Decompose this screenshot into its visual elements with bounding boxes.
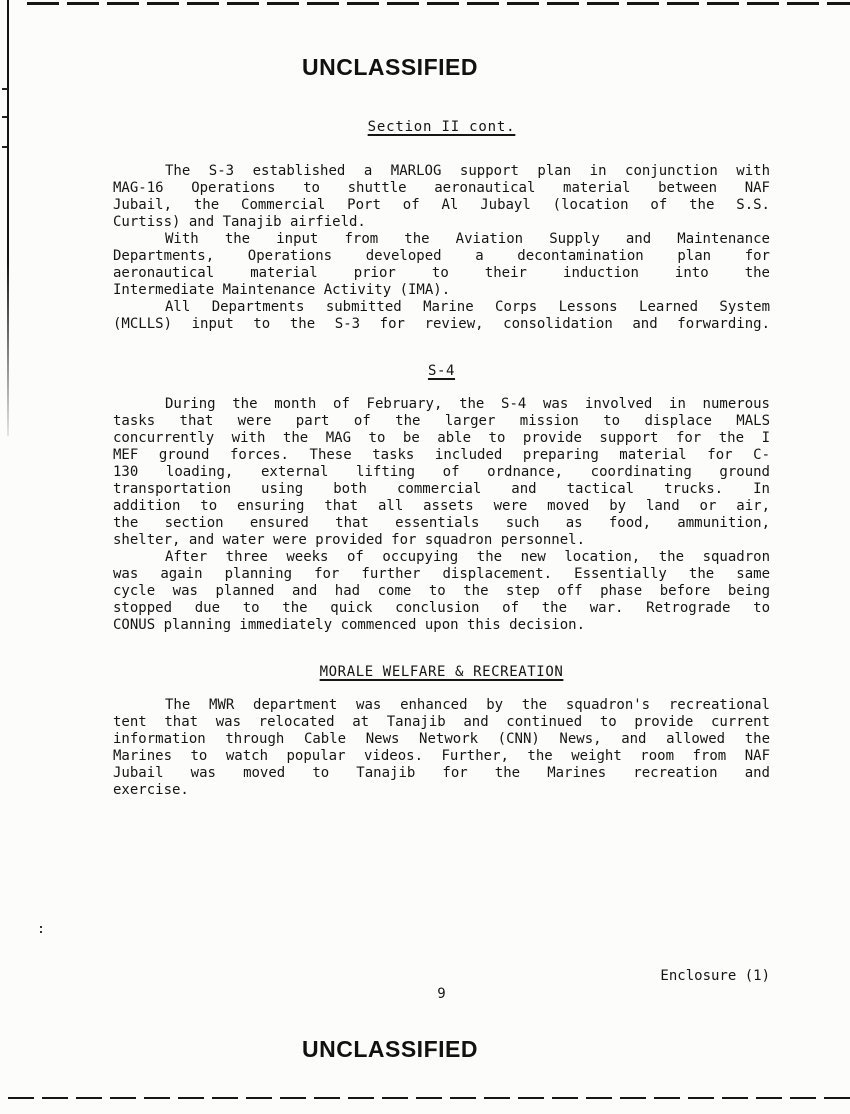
text-line: Curtiss) and Tanajib airfield.	[113, 214, 366, 230]
scan-artifact-tick	[2, 116, 7, 118]
section-title	[113, 119, 770, 136]
section-heading	[113, 664, 770, 681]
paragraph	[113, 299, 770, 333]
scan-artifact-tick	[2, 146, 7, 148]
text-line: MEF ground forces. These tasks included preparing material for C-	[113, 447, 770, 463]
text-line: 130 loading, external lifting of ordnance, coordinating ground	[113, 464, 770, 480]
page-number: 9	[437, 986, 446, 1002]
text-line: transportation using both commercial and tactical trucks. In	[113, 481, 770, 497]
classification-banner-bottom: UNCLASSIFIED	[302, 1036, 478, 1062]
document-body	[113, 163, 770, 799]
section-heading-text: MORALE WELFARE & RECREATION	[319, 664, 564, 680]
text-line: concurrently with the MAG to be able to provide support for the I	[113, 430, 770, 446]
text-line: was again planning for further displacement. Essentially the same	[113, 566, 770, 582]
section-heading-text: S-4	[427, 363, 456, 379]
paragraph	[113, 549, 770, 634]
section-heading	[113, 363, 770, 380]
paragraph	[113, 396, 770, 549]
text-line: All Departments submitted Marine Corps Lessons Learned System	[165, 299, 770, 315]
text-line: Jubail, the Commercial Port of Al Jubayl (location of the S.S.	[113, 197, 770, 213]
text-line: Jubail was moved to Tanajib for the Marines recreation and	[113, 765, 770, 781]
text-line: the section ensured that essentials such as food, ammunition,	[113, 515, 770, 531]
text-line: Departments, Operations developed a decontamination plan for	[113, 248, 770, 264]
text-line: The MWR department was enhanced by the squadron's recreational	[165, 697, 770, 713]
text-line: exercise.	[113, 782, 189, 798]
text-line: stopped due to the quick conclusion of the war. Retrograde to	[113, 600, 770, 616]
scan-artifact-speck	[40, 926, 42, 928]
text-line: Intermediate Maintenance Activity (IMA).	[113, 282, 451, 298]
scan-artifact-top-dashed-line	[27, 2, 850, 5]
text-line: information through Cable News Network (CNN) News, and allowed the	[113, 731, 770, 747]
text-line: shelter, and water were provided for squadron personnel.	[113, 532, 586, 548]
scan-artifact-tick	[2, 88, 8, 90]
text-line: CONUS planning immediately commenced upon this decision.	[113, 617, 586, 633]
text-line: MAG-16 Operations to shuttle aeronautical material between NAF	[113, 180, 770, 196]
enclosure-label: Enclosure (1)	[660, 968, 770, 984]
text-line: aeronautical material prior to their induction into the	[113, 265, 770, 281]
text-line: With the input from the Aviation Supply and Maintenance	[165, 231, 770, 247]
text-line: tent that was relocated at Tanajib and continued to provide current	[113, 714, 770, 730]
text-line: (MCLLS) input to the S-3 for review, consolidation and forwarding.	[113, 316, 770, 332]
text-line: addition to ensuring that all assets were moved by land or air,	[113, 498, 770, 514]
scan-artifact-bottom-dashed-line	[8, 1097, 850, 1099]
section-title-text: Section II cont.	[367, 119, 516, 135]
paragraph	[113, 163, 770, 231]
text-line: cycle was planned and had come to the step off phase before being	[113, 583, 770, 599]
text-line: After three weeks of occupying the new location, the squadron	[165, 549, 770, 565]
paragraph	[113, 697, 770, 799]
text-line: tasks that were part of the larger mission to displace MALS	[113, 413, 770, 429]
text-line: The S-3 established a MARLOG support plan in conjunction with	[165, 163, 770, 179]
text-line: Marines to watch popular videos. Further, the weight room from NAF	[113, 748, 770, 764]
paragraph	[113, 231, 770, 299]
text-line: During the month of February, the S-4 was involved in numerous	[165, 396, 770, 412]
classification-banner-top: UNCLASSIFIED	[302, 54, 478, 80]
